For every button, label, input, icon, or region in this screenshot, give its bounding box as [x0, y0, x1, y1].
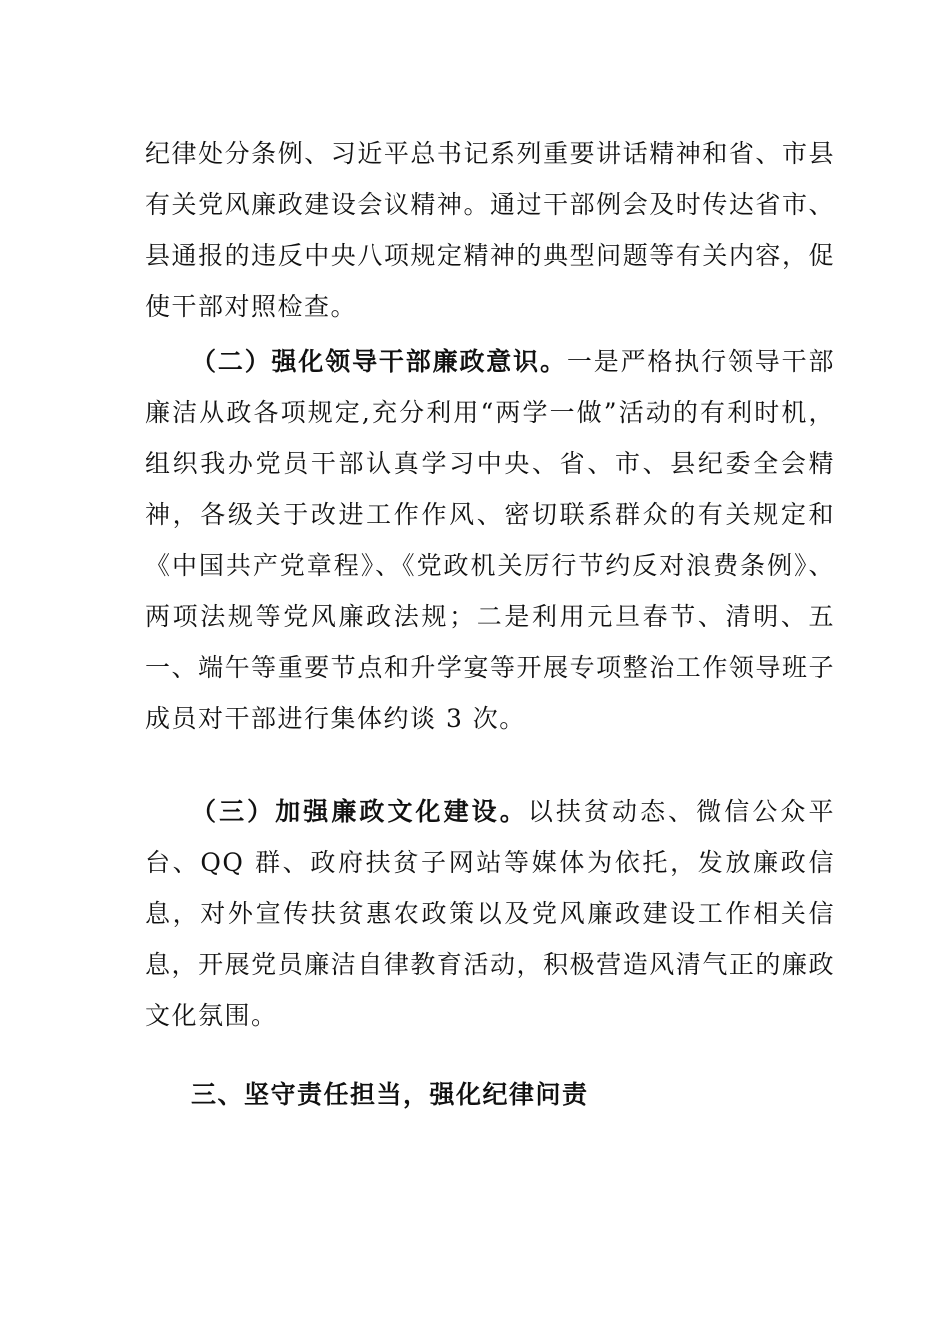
- subheading-two: （二）强化领导干部廉政意识。: [191, 347, 567, 376]
- paragraph-integrity-culture: [145, 786, 835, 1041]
- paragraph-body: 纪律处分条例、习近平总书记系列重要讲话精神和省、市县有关党风廉政建设会议精神。通过干部例会及时传达省市、县通报的违反中央八项规定精神的典型问题等有关内容，促使干部对照检查。: [145, 139, 835, 321]
- subheading-three: （三）加强廉政文化建设。: [191, 797, 528, 826]
- section-heading: 三、坚守责任担当，强化纪律问责: [191, 1080, 589, 1109]
- paragraph-body: 以扶贫动态、微信公众平台、QQ 群、政府扶贫子网站等媒体为依托，发放廉政信息，对外宣传扶贫惠农政策以及党风廉政建设工作相关信息，开展党员廉洁自律教育活动，积极营造风清气正的廉政文化氛围。: [145, 797, 835, 1030]
- paragraph-leader-integrity: [145, 336, 835, 744]
- paragraph-continued: [145, 128, 835, 332]
- paragraph-body: 一是严格执行领导干部廉洁从政各项规定,充分利用“两学一做”活动的有利时机，组织我办党员干部认真学习中央、省、市、县纪委全会精神，各级关于改进工作作风、密切联系群众的有关规定和《中国共产党章程》、《党政机关厉行节约反对浪费条例》、两项法规等党风廉政法规；二是利用元旦春节、清明、五一、端午等重要节点和升学宴等开展专项整治工作领导班子成员对干部进行集体约谈 3 次。: [145, 347, 835, 733]
